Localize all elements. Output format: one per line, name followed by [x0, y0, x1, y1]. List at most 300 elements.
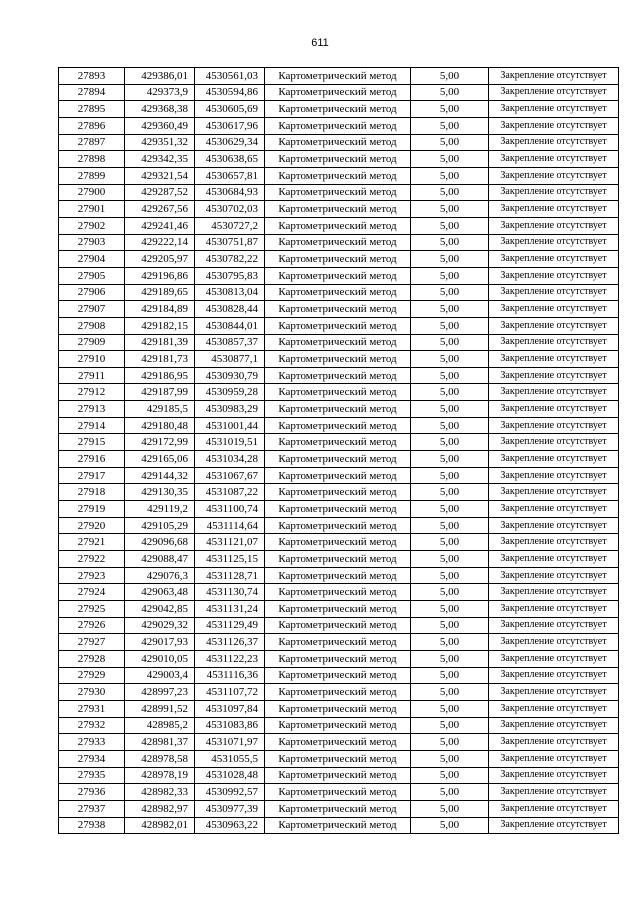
- method-cell: Картометрический метод: [265, 684, 411, 701]
- coord-y-cell: 4530857,37: [195, 334, 265, 351]
- point-number-cell: 27933: [59, 734, 125, 751]
- table-row: [59, 551, 619, 568]
- coord-x-cell: 429172,99: [125, 434, 195, 451]
- point-number-cell: 27932: [59, 717, 125, 734]
- point-number-cell: 27901: [59, 201, 125, 218]
- method-cell: Картометрический метод: [265, 251, 411, 268]
- coord-x-cell: 429386,01: [125, 68, 195, 85]
- table-row: [59, 650, 619, 667]
- accuracy-cell: 5,00: [411, 601, 489, 618]
- coord-x-cell: 428982,97: [125, 800, 195, 817]
- accuracy-cell: 5,00: [411, 517, 489, 534]
- coord-y-cell: 4530795,83: [195, 267, 265, 284]
- method-cell: Картометрический метод: [265, 351, 411, 368]
- fixation-cell: Закрепление отсутствует: [489, 601, 619, 618]
- fixation-cell: Закрепление отсутствует: [489, 267, 619, 284]
- table-row: [59, 317, 619, 334]
- fixation-cell: Закрепление отсутствует: [489, 700, 619, 717]
- method-cell: Картометрический метод: [265, 417, 411, 434]
- accuracy-cell: 5,00: [411, 750, 489, 767]
- fixation-cell: Закрепление отсутствует: [489, 434, 619, 451]
- point-number-cell: 27917: [59, 467, 125, 484]
- fixation-cell: Закрепление отсутствует: [489, 101, 619, 118]
- coord-y-cell: 4530629,34: [195, 134, 265, 151]
- method-cell: Картометрический метод: [265, 317, 411, 334]
- accuracy-cell: 5,00: [411, 284, 489, 301]
- coord-x-cell: 429088,47: [125, 551, 195, 568]
- table-row: [59, 201, 619, 218]
- accuracy-cell: 5,00: [411, 634, 489, 651]
- coord-x-cell: 428997,23: [125, 684, 195, 701]
- accuracy-cell: 5,00: [411, 101, 489, 118]
- accuracy-cell: 5,00: [411, 434, 489, 451]
- coord-x-cell: 429342,35: [125, 151, 195, 168]
- point-number-cell: 27907: [59, 301, 125, 318]
- point-number-cell: 27925: [59, 601, 125, 618]
- point-number-cell: 27914: [59, 417, 125, 434]
- point-number-cell: 27899: [59, 167, 125, 184]
- fixation-cell: Закрепление отсутствует: [489, 184, 619, 201]
- coord-y-cell: 4530617,96: [195, 117, 265, 134]
- coordinates-table-body: [59, 68, 619, 834]
- table-row: [59, 68, 619, 85]
- table-row: [59, 617, 619, 634]
- coord-y-cell: 4530992,57: [195, 784, 265, 801]
- fixation-cell: Закрепление отсутствует: [489, 501, 619, 518]
- table-row: [59, 167, 619, 184]
- method-cell: Картометрический метод: [265, 567, 411, 584]
- table-row: [59, 534, 619, 551]
- point-number-cell: 27921: [59, 534, 125, 551]
- method-cell: Картометрический метод: [265, 501, 411, 518]
- coord-y-cell: 4531083,86: [195, 717, 265, 734]
- method-cell: Картометрический метод: [265, 267, 411, 284]
- coord-x-cell: 429186,95: [125, 367, 195, 384]
- table-row: [59, 84, 619, 101]
- point-number-cell: 27922: [59, 551, 125, 568]
- fixation-cell: Закрепление отсутствует: [489, 467, 619, 484]
- fixation-cell: Закрепление отсутствует: [489, 134, 619, 151]
- fixation-cell: Закрепление отсутствует: [489, 217, 619, 234]
- coord-y-cell: 4530930,79: [195, 367, 265, 384]
- accuracy-cell: 5,00: [411, 117, 489, 134]
- fixation-cell: Закрепление отсутствует: [489, 800, 619, 817]
- point-number-cell: 27916: [59, 451, 125, 468]
- point-number-cell: 27938: [59, 817, 125, 834]
- coord-y-cell: 4530594,86: [195, 84, 265, 101]
- coord-x-cell: 429119,2: [125, 501, 195, 518]
- accuracy-cell: 5,00: [411, 401, 489, 418]
- coord-x-cell: 429187,99: [125, 384, 195, 401]
- coord-y-cell: 4531071,97: [195, 734, 265, 751]
- coord-x-cell: 428981,37: [125, 734, 195, 751]
- fixation-cell: Закрепление отсутствует: [489, 334, 619, 351]
- table-row: [59, 817, 619, 834]
- coord-y-cell: 4531121,07: [195, 534, 265, 551]
- accuracy-cell: 5,00: [411, 151, 489, 168]
- method-cell: Картометрический метод: [265, 134, 411, 151]
- coord-x-cell: 429373,9: [125, 84, 195, 101]
- coord-y-cell: 4531055,5: [195, 750, 265, 767]
- coord-x-cell: 429010,05: [125, 650, 195, 667]
- table-row: [59, 517, 619, 534]
- method-cell: Картометрический метод: [265, 451, 411, 468]
- method-cell: Картометрический метод: [265, 551, 411, 568]
- coord-y-cell: 4530844,01: [195, 317, 265, 334]
- accuracy-cell: 5,00: [411, 650, 489, 667]
- table-row: [59, 767, 619, 784]
- table-row: [59, 401, 619, 418]
- coord-x-cell: 429029,32: [125, 617, 195, 634]
- method-cell: Картометрический метод: [265, 201, 411, 218]
- table-row: [59, 634, 619, 651]
- fixation-cell: Закрепление отсутствует: [489, 617, 619, 634]
- coord-x-cell: 429105,29: [125, 517, 195, 534]
- accuracy-cell: 5,00: [411, 734, 489, 751]
- coord-y-cell: 4531126,37: [195, 634, 265, 651]
- coord-y-cell: 4530605,69: [195, 101, 265, 118]
- accuracy-cell: 5,00: [411, 384, 489, 401]
- table-row: [59, 434, 619, 451]
- method-cell: Картометрический метод: [265, 467, 411, 484]
- table-row: [59, 684, 619, 701]
- accuracy-cell: 5,00: [411, 134, 489, 151]
- fixation-cell: Закрепление отсутствует: [489, 684, 619, 701]
- coord-x-cell: 429063,48: [125, 584, 195, 601]
- fixation-cell: Закрепление отсутствует: [489, 667, 619, 684]
- point-number-cell: 27903: [59, 234, 125, 251]
- coord-y-cell: 4531107,72: [195, 684, 265, 701]
- accuracy-cell: 5,00: [411, 68, 489, 85]
- table-row: [59, 601, 619, 618]
- accuracy-cell: 5,00: [411, 201, 489, 218]
- fixation-cell: Закрепление отсутствует: [489, 551, 619, 568]
- coord-x-cell: 428982,33: [125, 784, 195, 801]
- point-number-cell: 27910: [59, 351, 125, 368]
- method-cell: Картометрический метод: [265, 517, 411, 534]
- point-number-cell: 27912: [59, 384, 125, 401]
- table-row: [59, 700, 619, 717]
- point-number-cell: 27920: [59, 517, 125, 534]
- method-cell: Картометрический метод: [265, 284, 411, 301]
- table-row: [59, 484, 619, 501]
- coord-y-cell: 4530782,22: [195, 251, 265, 268]
- table-row: [59, 351, 619, 368]
- method-cell: Картометрический метод: [265, 734, 411, 751]
- method-cell: Картометрический метод: [265, 184, 411, 201]
- table-row: [59, 101, 619, 118]
- accuracy-cell: 5,00: [411, 351, 489, 368]
- coord-x-cell: 428982,01: [125, 817, 195, 834]
- point-number-cell: 27909: [59, 334, 125, 351]
- method-cell: Картометрический метод: [265, 767, 411, 784]
- page-number: 611: [311, 37, 329, 49]
- method-cell: Картометрический метод: [265, 234, 411, 251]
- table-row: [59, 184, 619, 201]
- method-cell: Картометрический метод: [265, 151, 411, 168]
- accuracy-cell: 5,00: [411, 167, 489, 184]
- coord-y-cell: 4530657,81: [195, 167, 265, 184]
- fixation-cell: Закрепление отсутствует: [489, 201, 619, 218]
- table-row: [59, 734, 619, 751]
- coord-y-cell: 4531130,74: [195, 584, 265, 601]
- coord-y-cell: 4530977,39: [195, 800, 265, 817]
- coord-y-cell: 4531100,74: [195, 501, 265, 518]
- coord-y-cell: 4531122,23: [195, 650, 265, 667]
- table-row: [59, 784, 619, 801]
- coord-y-cell: 4530828,44: [195, 301, 265, 318]
- accuracy-cell: 5,00: [411, 301, 489, 318]
- table-row: [59, 117, 619, 134]
- coord-y-cell: 4530702,03: [195, 201, 265, 218]
- table-row: [59, 284, 619, 301]
- point-number-cell: 27931: [59, 700, 125, 717]
- table-row: [59, 717, 619, 734]
- method-cell: Картометрический метод: [265, 101, 411, 118]
- accuracy-cell: 5,00: [411, 617, 489, 634]
- method-cell: Картометрический метод: [265, 817, 411, 834]
- method-cell: Картометрический метод: [265, 584, 411, 601]
- fixation-cell: Закрепление отсутствует: [489, 367, 619, 384]
- method-cell: Картометрический метод: [265, 700, 411, 717]
- point-number-cell: 27900: [59, 184, 125, 201]
- method-cell: Картометрический метод: [265, 384, 411, 401]
- coord-x-cell: 429144,32: [125, 467, 195, 484]
- table-row: [59, 750, 619, 767]
- accuracy-cell: 5,00: [411, 800, 489, 817]
- accuracy-cell: 5,00: [411, 334, 489, 351]
- coord-x-cell: 429181,73: [125, 351, 195, 368]
- method-cell: Картометрический метод: [265, 617, 411, 634]
- coord-y-cell: 4531028,48: [195, 767, 265, 784]
- accuracy-cell: 5,00: [411, 534, 489, 551]
- fixation-cell: Закрепление отсутствует: [489, 167, 619, 184]
- accuracy-cell: 5,00: [411, 234, 489, 251]
- coord-y-cell: 4531019,51: [195, 434, 265, 451]
- coord-x-cell: 428978,19: [125, 767, 195, 784]
- accuracy-cell: 5,00: [411, 584, 489, 601]
- method-cell: Картометрический метод: [265, 117, 411, 134]
- point-number-cell: 27927: [59, 634, 125, 651]
- fixation-cell: Закрепление отсутствует: [489, 784, 619, 801]
- fixation-cell: Закрепление отсутствует: [489, 767, 619, 784]
- coord-x-cell: 429003,4: [125, 667, 195, 684]
- fixation-cell: Закрепление отсутствует: [489, 734, 619, 751]
- accuracy-cell: 5,00: [411, 184, 489, 201]
- method-cell: Картометрический метод: [265, 484, 411, 501]
- point-number-cell: 27919: [59, 501, 125, 518]
- fixation-cell: Закрепление отсутствует: [489, 151, 619, 168]
- fixation-cell: Закрепление отсутствует: [489, 84, 619, 101]
- method-cell: Картометрический метод: [265, 534, 411, 551]
- fixation-cell: Закрепление отсутствует: [489, 534, 619, 551]
- fixation-cell: Закрепление отсутствует: [489, 567, 619, 584]
- method-cell: Картометрический метод: [265, 401, 411, 418]
- coord-x-cell: 429267,56: [125, 201, 195, 218]
- method-cell: Картометрический метод: [265, 750, 411, 767]
- fixation-cell: Закрепление отсутствует: [489, 301, 619, 318]
- coord-x-cell: 429181,39: [125, 334, 195, 351]
- coord-y-cell: 4530983,29: [195, 401, 265, 418]
- table-row: [59, 301, 619, 318]
- point-number-cell: 27895: [59, 101, 125, 118]
- table-row: [59, 134, 619, 151]
- fixation-cell: Закрепление отсутствует: [489, 484, 619, 501]
- table-row: [59, 417, 619, 434]
- coord-y-cell: 4530877,1: [195, 351, 265, 368]
- point-number-cell: 27905: [59, 267, 125, 284]
- fixation-cell: Закрепление отсутствует: [489, 717, 619, 734]
- method-cell: Картометрический метод: [265, 167, 411, 184]
- accuracy-cell: 5,00: [411, 484, 489, 501]
- point-number-cell: 27930: [59, 684, 125, 701]
- coord-x-cell: 429165,06: [125, 451, 195, 468]
- coord-y-cell: 4530959,28: [195, 384, 265, 401]
- accuracy-cell: 5,00: [411, 551, 489, 568]
- method-cell: Картометрический метод: [265, 68, 411, 85]
- point-number-cell: 27908: [59, 317, 125, 334]
- method-cell: Картометрический метод: [265, 84, 411, 101]
- point-number-cell: 27923: [59, 567, 125, 584]
- fixation-cell: Закрепление отсутствует: [489, 817, 619, 834]
- fixation-cell: Закрепление отсутствует: [489, 750, 619, 767]
- coord-x-cell: 429222,14: [125, 234, 195, 251]
- fixation-cell: Закрепление отсутствует: [489, 634, 619, 651]
- table-row: [59, 267, 619, 284]
- accuracy-cell: 5,00: [411, 784, 489, 801]
- point-number-cell: 27906: [59, 284, 125, 301]
- table-row: [59, 451, 619, 468]
- method-cell: Картометрический метод: [265, 784, 411, 801]
- table-row: [59, 467, 619, 484]
- point-number-cell: 27935: [59, 767, 125, 784]
- coord-x-cell: 429182,15: [125, 317, 195, 334]
- point-number-cell: 27893: [59, 68, 125, 85]
- table-row: [59, 151, 619, 168]
- fixation-cell: Закрепление отсутствует: [489, 650, 619, 667]
- accuracy-cell: 5,00: [411, 217, 489, 234]
- point-number-cell: 27924: [59, 584, 125, 601]
- coord-y-cell: 4530813,04: [195, 284, 265, 301]
- method-cell: Картометрический метод: [265, 367, 411, 384]
- fixation-cell: Закрепление отсутствует: [489, 517, 619, 534]
- coord-y-cell: 4531125,15: [195, 551, 265, 568]
- method-cell: Картометрический метод: [265, 434, 411, 451]
- table-row: [59, 251, 619, 268]
- coord-x-cell: 428991,52: [125, 700, 195, 717]
- coord-x-cell: 429360,49: [125, 117, 195, 134]
- accuracy-cell: 5,00: [411, 717, 489, 734]
- fixation-cell: Закрепление отсутствует: [489, 317, 619, 334]
- accuracy-cell: 5,00: [411, 367, 489, 384]
- accuracy-cell: 5,00: [411, 451, 489, 468]
- method-cell: Картометрический метод: [265, 634, 411, 651]
- method-cell: Картометрический метод: [265, 717, 411, 734]
- coord-x-cell: 429185,5: [125, 401, 195, 418]
- method-cell: Картометрический метод: [265, 650, 411, 667]
- point-number-cell: 27898: [59, 151, 125, 168]
- table-row: [59, 567, 619, 584]
- coord-x-cell: 428978,58: [125, 750, 195, 767]
- coordinates-table: [58, 67, 619, 834]
- coord-y-cell: 4531131,24: [195, 601, 265, 618]
- accuracy-cell: 5,00: [411, 667, 489, 684]
- coord-y-cell: 4530751,87: [195, 234, 265, 251]
- accuracy-cell: 5,00: [411, 467, 489, 484]
- fixation-cell: Закрепление отсутствует: [489, 451, 619, 468]
- coord-y-cell: 4531114,64: [195, 517, 265, 534]
- coord-x-cell: 429042,85: [125, 601, 195, 618]
- table-row: [59, 384, 619, 401]
- fixation-cell: Закрепление отсутствует: [489, 234, 619, 251]
- fixation-cell: Закрепление отсутствует: [489, 351, 619, 368]
- point-number-cell: 27904: [59, 251, 125, 268]
- coord-x-cell: 429189,65: [125, 284, 195, 301]
- coord-x-cell: 429017,93: [125, 634, 195, 651]
- accuracy-cell: 5,00: [411, 684, 489, 701]
- method-cell: Картометрический метод: [265, 667, 411, 684]
- coord-y-cell: 4530638,65: [195, 151, 265, 168]
- table-row: [59, 800, 619, 817]
- coord-y-cell: 4530561,03: [195, 68, 265, 85]
- coord-x-cell: 429184,89: [125, 301, 195, 318]
- accuracy-cell: 5,00: [411, 317, 489, 334]
- coord-y-cell: 4531128,71: [195, 567, 265, 584]
- point-number-cell: 27918: [59, 484, 125, 501]
- coord-y-cell: 4531034,28: [195, 451, 265, 468]
- coord-y-cell: 4531097,84: [195, 700, 265, 717]
- method-cell: Картометрический метод: [265, 601, 411, 618]
- coord-y-cell: 4531116,36: [195, 667, 265, 684]
- table-row: [59, 501, 619, 518]
- coord-x-cell: 429351,32: [125, 134, 195, 151]
- accuracy-cell: 5,00: [411, 700, 489, 717]
- accuracy-cell: 5,00: [411, 567, 489, 584]
- coord-x-cell: 429076,3: [125, 567, 195, 584]
- coord-x-cell: 429368,38: [125, 101, 195, 118]
- accuracy-cell: 5,00: [411, 84, 489, 101]
- method-cell: Картометрический метод: [265, 334, 411, 351]
- point-number-cell: 27902: [59, 217, 125, 234]
- coord-y-cell: 4531129,49: [195, 617, 265, 634]
- point-number-cell: 27913: [59, 401, 125, 418]
- coord-y-cell: 4530684,93: [195, 184, 265, 201]
- coord-x-cell: 429205,97: [125, 251, 195, 268]
- method-cell: Картометрический метод: [265, 800, 411, 817]
- method-cell: Картометрический метод: [265, 301, 411, 318]
- fixation-cell: Закрепление отсутствует: [489, 251, 619, 268]
- fixation-cell: Закрепление отсутствует: [489, 68, 619, 85]
- coord-y-cell: 4530963,22: [195, 817, 265, 834]
- point-number-cell: 27937: [59, 800, 125, 817]
- accuracy-cell: 5,00: [411, 817, 489, 834]
- method-cell: Картометрический метод: [265, 217, 411, 234]
- fixation-cell: Закрепление отсутствует: [489, 284, 619, 301]
- table-row: [59, 217, 619, 234]
- point-number-cell: 27896: [59, 117, 125, 134]
- accuracy-cell: 5,00: [411, 251, 489, 268]
- coord-x-cell: 429180,48: [125, 417, 195, 434]
- fixation-cell: Закрепление отсутствует: [489, 117, 619, 134]
- fixation-cell: Закрепление отсутствует: [489, 584, 619, 601]
- coord-x-cell: 428985,2: [125, 717, 195, 734]
- table-row: [59, 334, 619, 351]
- table-row: [59, 584, 619, 601]
- coord-y-cell: 4531087,22: [195, 484, 265, 501]
- accuracy-cell: 5,00: [411, 501, 489, 518]
- fixation-cell: Закрепление отсутствует: [489, 384, 619, 401]
- coord-y-cell: 4531067,67: [195, 467, 265, 484]
